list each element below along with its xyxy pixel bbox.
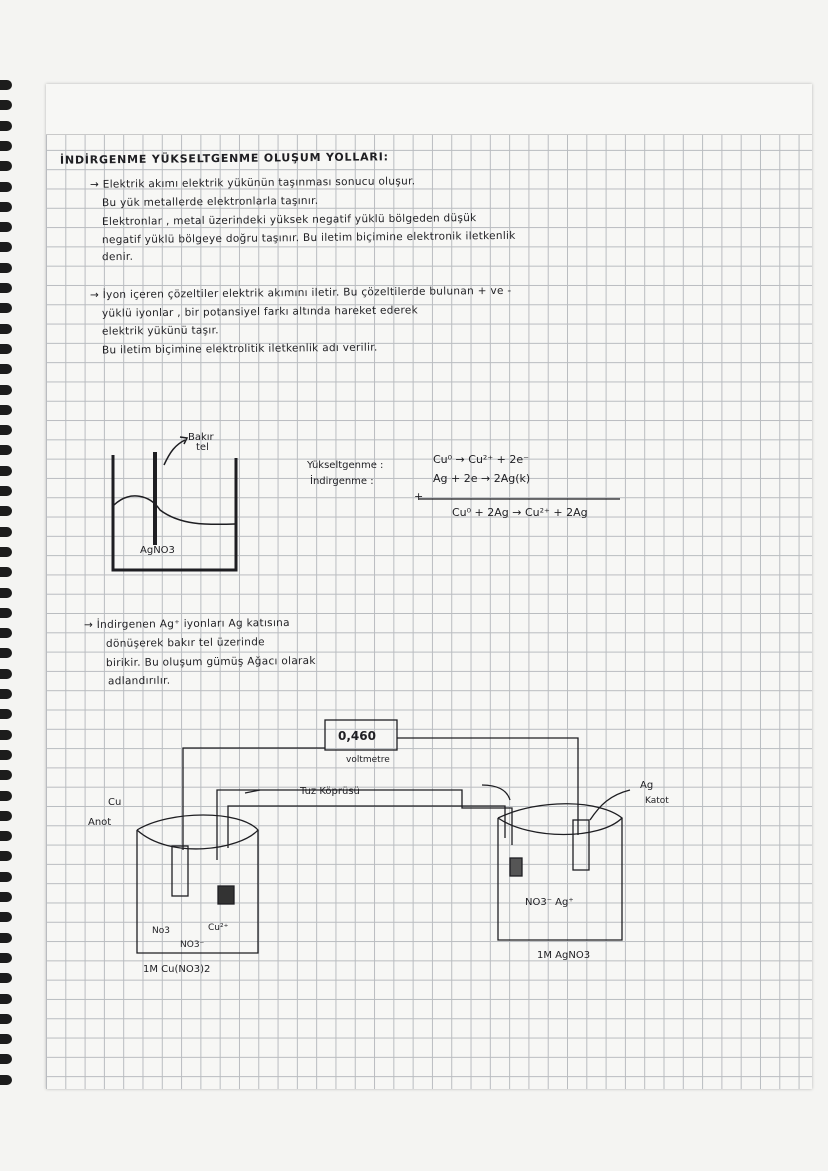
text-line: adlandırılır.	[107, 674, 171, 688]
svg-text:+: +	[414, 490, 424, 503]
svg-text:Ag: Ag	[640, 780, 654, 791]
text-line: Elektronlar , metal üzerindeki yüksek negatif yüklü bölgeden düşük	[101, 212, 477, 228]
page-title: İNDİRGENME YÜKSELTGENME OLUŞUM YOLLARI:	[59, 150, 389, 167]
salt-bridge	[217, 790, 512, 860]
svg-text:1M Cu(NO3)2: 1M Cu(NO3)2	[143, 964, 211, 975]
svg-text:Cu⁰ → Cu²⁺ + 2e⁻: Cu⁰ → Cu²⁺ + 2e⁻	[433, 453, 529, 466]
svg-text:1M AgNO3: 1M AgNO3	[537, 950, 591, 961]
text-line: → İyon içeren çözeltiler elektrik akımını iletir. Bu çözeltilerde bulunan + ve -	[89, 284, 512, 302]
text-line: Bu yük metallerde elektronlarla taşınır.	[101, 194, 319, 210]
svg-text:NO3⁻: NO3⁻	[180, 940, 205, 950]
svg-text:NO3⁻ Ag⁺: NO3⁻ Ag⁺	[525, 897, 574, 908]
text-line: → İndirgenen Ag⁺ iyonları Ag katısına	[83, 616, 290, 632]
text-line: Bu iletim biçimine elektrolitik iletkenlik adı verilir.	[101, 341, 378, 357]
redox-equations	[306, 453, 588, 519]
svg-text:Cu⁰ + 2Ag → Cu²⁺ + 2Ag: Cu⁰ + 2Ag → Cu²⁺ + 2Ag	[452, 506, 588, 519]
svg-text:Ag + 2e → 2Ag(k): Ag + 2e → 2Ag(k)	[433, 472, 531, 485]
svg-text:AgNO3: AgNO3	[140, 545, 175, 556]
svg-text:No3: No3	[152, 926, 170, 936]
svg-text:Cu²⁺: Cu²⁺	[208, 923, 229, 933]
text-line: denir.	[101, 250, 134, 264]
svg-text:Yükseltgenme :: Yükseltgenme :	[307, 460, 384, 471]
svg-text:Tuz Köprüsü: Tuz Köprüsü	[300, 786, 360, 797]
galvanic-cell-diagram	[88, 720, 669, 975]
svg-text:İndirgenme :: İndirgenme :	[310, 476, 374, 487]
svg-text:Bakır: Bakır	[188, 432, 214, 443]
text-line: yüklü iyonlar , bir potansiyel farkı altında hareket ederek	[101, 304, 419, 320]
svg-text:Cu: Cu	[108, 797, 122, 808]
svg-text:tel: tel	[196, 442, 209, 453]
text-line: dönüşerek bakır tel üzerinde	[105, 636, 265, 650]
text-line: elektrik yükünü taşır.	[101, 324, 219, 338]
svg-text:voltmetre: voltmetre	[346, 755, 390, 765]
text-line: negatif yüklü bölgeye doğru taşınır. Bu iletim biçimine elektronik iletkenlik	[101, 229, 516, 247]
beaker-diagram	[113, 432, 236, 570]
text-line: → Elektrik akımı elektrik yükünün taşınması sonucu oluşur.	[89, 175, 416, 191]
svg-text:Katot: Katot	[645, 796, 669, 806]
svg-text:Anot: Anot	[88, 817, 112, 828]
svg-text:0,460: 0,460	[338, 729, 376, 743]
text-line: birikir. Bu oluşum gümüş Ağacı olarak	[105, 654, 316, 670]
